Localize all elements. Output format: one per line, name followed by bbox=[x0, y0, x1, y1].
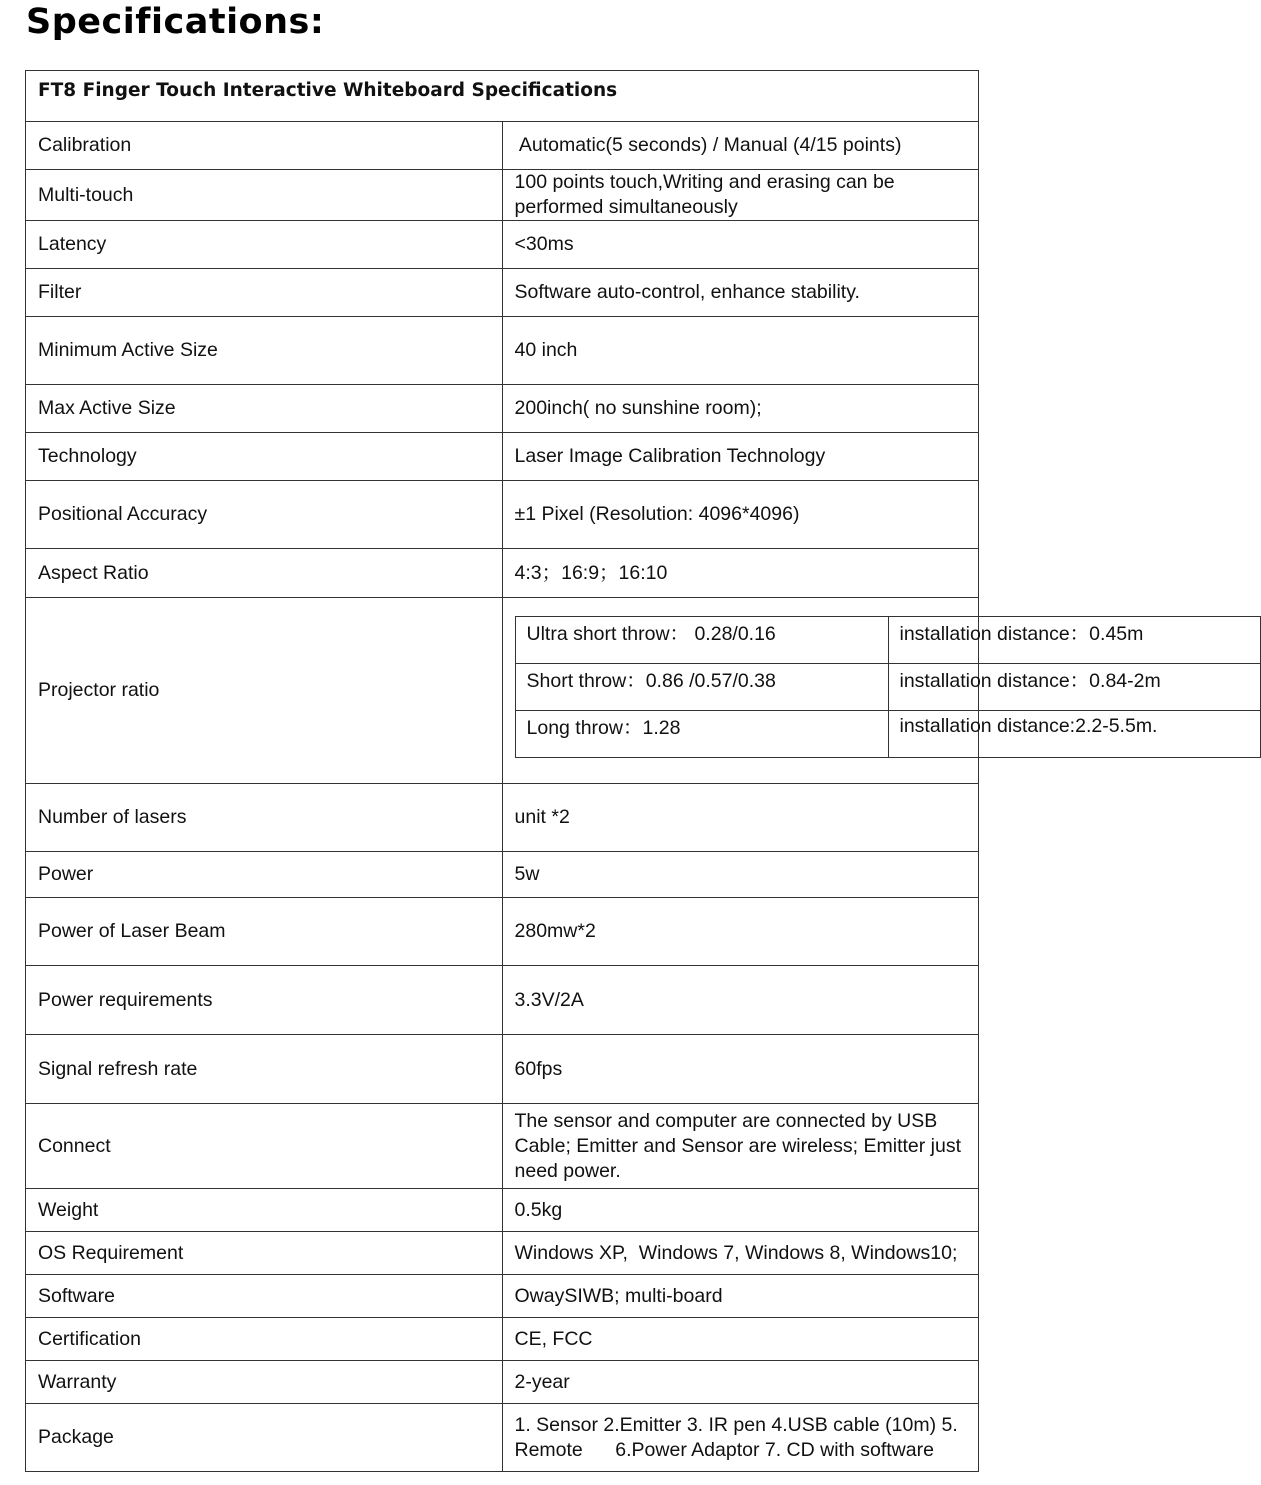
row-value: The sensor and computer are connected by USB Cable; Emitter and Sensor are wireless; Emitter just need power. bbox=[502, 1104, 979, 1189]
table-row bbox=[26, 122, 979, 170]
row-value: Software auto-control, enhance stability. bbox=[502, 269, 979, 317]
row-value: 2-year bbox=[502, 1361, 979, 1404]
projector-row bbox=[26, 598, 979, 784]
row-value: ±1 Pixel (Resolution: 4096*4096) bbox=[502, 481, 979, 549]
row-label: Software bbox=[26, 1275, 503, 1318]
projector-row-item bbox=[515, 617, 1260, 664]
table-row bbox=[26, 1232, 979, 1275]
row-value: CE, FCC bbox=[502, 1318, 979, 1361]
row-value: 4:3；16:9；16:10 bbox=[502, 549, 979, 598]
row-label: OS Requirement bbox=[26, 1232, 503, 1275]
row-label: Signal refresh rate bbox=[26, 1035, 503, 1104]
table-title-row bbox=[26, 71, 979, 122]
throw-ratio: Short throw：0.86 /0.57/0.38 bbox=[515, 664, 888, 711]
table-row bbox=[26, 221, 979, 269]
row-value: 0.5kg bbox=[502, 1189, 979, 1232]
row-label: Certification bbox=[26, 1318, 503, 1361]
projector-ratio-table bbox=[515, 616, 1261, 758]
row-label: Max Active Size bbox=[26, 385, 503, 433]
row-value: 200inch( no sunshine room); bbox=[502, 385, 979, 433]
table-row bbox=[26, 1275, 979, 1318]
table-row bbox=[26, 898, 979, 966]
row-value: Automatic(5 seconds) / Manual (4/15 points) bbox=[502, 122, 979, 170]
row-label: Weight bbox=[26, 1189, 503, 1232]
table-row bbox=[26, 784, 979, 852]
row-value: 280mw*2 bbox=[502, 898, 979, 966]
row-label: Package bbox=[26, 1404, 503, 1472]
row-label: Power requirements bbox=[26, 966, 503, 1035]
table-row bbox=[26, 170, 979, 221]
projector-ratio-cell bbox=[502, 598, 1161, 784]
table-row bbox=[26, 549, 979, 598]
row-label: Power bbox=[26, 852, 503, 898]
table-row bbox=[26, 966, 979, 1035]
throw-ratio: Ultra short throw： 0.28/0.16 bbox=[515, 617, 888, 664]
row-value: 1. Sensor 2.Emitter 3. IR pen 4.USB cable (10m) 5. Remote 6.Power Adaptor 7. CD with software bbox=[502, 1404, 979, 1472]
install-distance: installation distance:2.2-5.5m. bbox=[888, 711, 1260, 758]
table-title: FT8 Finger Touch Interactive Whiteboard Specifications bbox=[26, 71, 979, 122]
row-value: Windows XP, Windows 7, Windows 8, Windows10; bbox=[502, 1232, 979, 1275]
row-value: Laser Image Calibration Technology bbox=[502, 433, 979, 481]
projector-row-item bbox=[515, 711, 1260, 758]
row-value: 100 points touch,Writing and erasing can be performed simultaneously bbox=[502, 170, 979, 221]
table-row bbox=[26, 1035, 979, 1104]
install-distance: installation distance：0.84-2m bbox=[888, 664, 1260, 711]
row-label: Calibration bbox=[26, 122, 503, 170]
row-value: 60fps bbox=[502, 1035, 979, 1104]
row-label: Projector ratio bbox=[26, 598, 503, 784]
row-label: Minimum Active Size bbox=[26, 317, 503, 385]
row-value: 3.3V/2A bbox=[502, 966, 979, 1035]
row-label: Filter bbox=[26, 269, 503, 317]
row-label: Latency bbox=[26, 221, 503, 269]
row-label: Technology bbox=[26, 433, 503, 481]
throw-ratio: Long throw：1.28 bbox=[515, 711, 888, 758]
table-row bbox=[26, 433, 979, 481]
table-row bbox=[26, 1104, 979, 1189]
table-row bbox=[26, 269, 979, 317]
row-value: OwaySIWB; multi-board bbox=[502, 1275, 979, 1318]
row-label: Aspect Ratio bbox=[26, 549, 503, 598]
table-row bbox=[26, 1361, 979, 1404]
row-label: Positional Accuracy bbox=[26, 481, 503, 549]
row-value: 40 inch bbox=[502, 317, 979, 385]
row-label: Connect bbox=[26, 1104, 503, 1189]
table-row bbox=[26, 852, 979, 898]
row-value: 5w bbox=[502, 852, 979, 898]
table-row bbox=[26, 317, 979, 385]
table-row bbox=[26, 1189, 979, 1232]
row-label: Warranty bbox=[26, 1361, 503, 1404]
page-title: Specifications: bbox=[26, 2, 325, 42]
install-distance: installation distance：0.45m bbox=[888, 617, 1260, 664]
table-row bbox=[26, 385, 979, 433]
row-label: Number of lasers bbox=[26, 784, 503, 852]
row-value: unit *2 bbox=[502, 784, 979, 852]
table-row bbox=[26, 1404, 979, 1472]
row-label: Multi-touch bbox=[26, 170, 503, 221]
row-label: Power of Laser Beam bbox=[26, 898, 503, 966]
table-row bbox=[26, 1318, 979, 1361]
row-value: <30ms bbox=[502, 221, 979, 269]
table-row bbox=[26, 481, 979, 549]
spec-table bbox=[25, 70, 1161, 1472]
projector-row-item bbox=[515, 664, 1260, 711]
